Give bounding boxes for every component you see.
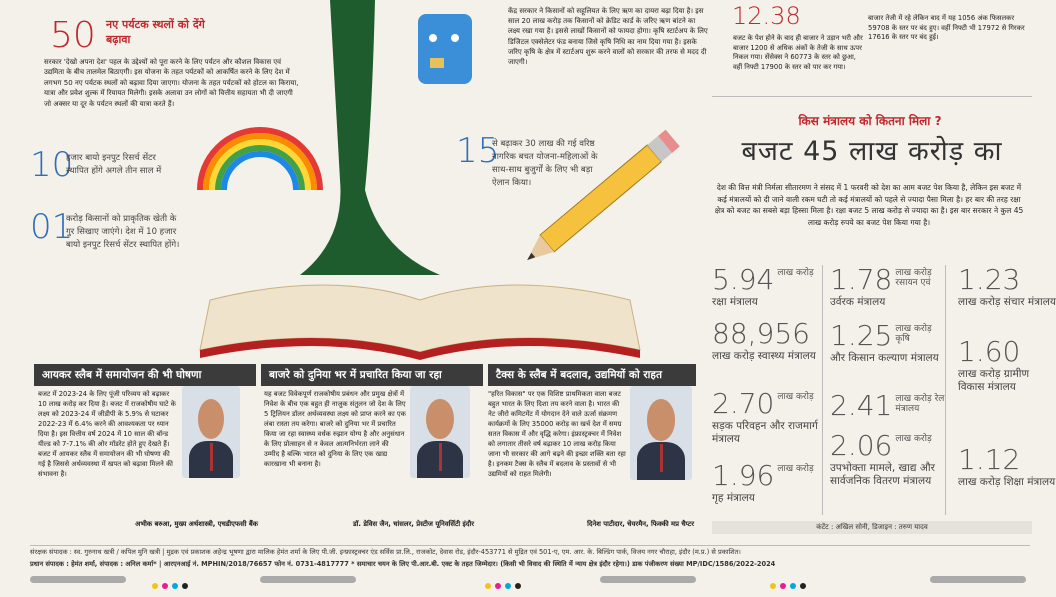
farmer-number: 01 — [30, 207, 74, 247]
budget-title: बजट 45 लाख करोड़ का — [741, 136, 1003, 167]
stat-value: 1.23 — [958, 263, 1021, 296]
avatar — [630, 386, 692, 480]
credit: कंटेंट : अखिल सोनी, डिजाइन : तरुण यादव — [712, 521, 1032, 534]
tourism-headline: नए पर्यटक स्थलों को देंगे बढ़ावा — [106, 18, 205, 46]
stat-unit: लाख करोड़ — [777, 268, 814, 278]
print-mark — [30, 576, 126, 583]
article-1-byline: अभीक बरुआ, मुख्य अर्थशास्त्री, एचडीएफसी बैंक — [135, 520, 258, 528]
farmer-credit-body: केंद्र सरकार ने किसानों को सहूलियत के लिए ऋण का दायरा बढ़ा दिया है। इस साल 20 लाख करोड़ तक किसानों को क्रेडिट कार्ड के जरिए ऋण बांटने का लक्ष्य रखा गया है। इससे लाखों किसानों को फायदा होगा। कृषि स्टार्टअप के लिए डिजिटल एक्सेलेटर फंड बनाया जिसे कृषि निधि का नाम दिया गया है। इसके जरिए कृषि के क्षेत्र में स्टार्टअप शुरू करने वालों को सरकार की तरफ से मदद दी जाएगी। — [508, 7, 708, 67]
registration-dots — [485, 574, 525, 593]
tourism-number: 50 — [50, 15, 96, 56]
budget-tag: किस मंत्रालय को कितना मिला ? — [798, 114, 942, 128]
budget-stat — [958, 263, 1056, 309]
budget-stat — [958, 335, 1056, 394]
article-3-title: टैक्स के स्लैब में बदलाव, उद्यमियों को राहत — [488, 364, 696, 386]
stat-unit: लाख करोड़ रसायन एवं — [895, 268, 932, 288]
stat-ministry: लाख करोड़ संचार मंत्रालय — [958, 296, 1056, 308]
budget-stat — [958, 443, 1056, 489]
stat-ministry: रक्षा मंत्रालय — [712, 296, 758, 308]
registration-dots — [770, 574, 810, 593]
article-2-byline: डॉ. डेविस जैन, चांसलर, प्रेस्टीज यूनिवर्सिटी इंदौर — [352, 520, 474, 528]
budget-stat — [830, 263, 945, 309]
tourism-body: सरकार 'देखो अपना देश' पहल के उद्देश्यों को पूरा करने के लिए पर्यटन और कौशल विकास एवं उद्यमिता के बीच तालमेल बिठाएगी। इस योजना के तहत पर्यटकों को आकर्षित करने के लिए देश में लगभग 50 नए पर्यटक स्थलों को बढ़ावा दिया जाएगा। योजना के तहत पर्यटकों को होटल का किराया, यात्रा और प्रवेश शुल्क में रियायत मिलेगी। इसके अलावा उन लोगों को वित्तीय सहायता भी दी जाएगी जो अक्सर या दूर के पर्यटन स्थलों की यात्रा करते हैं। — [44, 58, 299, 108]
article-2-title: बाजरे को दुनिया भर में प्रचारित किया जा रहा — [261, 364, 483, 386]
budget-stat — [830, 319, 945, 365]
divider — [945, 265, 946, 515]
stat-ministry: लाख करोड़ शिक्षा मंत्रालय — [958, 476, 1056, 488]
market-text-a: बजट के पेश होने के बाद ही बाजार ने उड़ान भरी और बाजार 1200 से अधिक अंकों के तेजी के साथ ऊपर निकल गया। सेंसेक्स ने 60773 के स्तर को छुआ, वहीं निफ्टी 17900 के स्तर को पार कर गया। — [733, 34, 863, 71]
print-mark — [930, 576, 1026, 583]
stat-value: 2.41 — [830, 389, 893, 422]
stat-unit: लाख करोड़ — [895, 434, 932, 444]
article-1-title: आयकर स्लैब में समायोजन की भी घोषणा — [34, 364, 256, 386]
bio-number: 10 — [30, 145, 74, 185]
budget-stat — [712, 263, 814, 309]
stat-value: 1.60 — [958, 335, 1021, 368]
article-1-body: बजट में 2023-24 के लिए पूंजी परिव्यय को बढ़ाकर 10 लाख करोड़ कर दिया है। बजट में राजकोषीय घाटे के लक्ष्य को 2023-24 में जीडीपी के 5.9% से घटाकर 2022-23 में 6.4% करने की आवश्यकता पर ध्यान दिया है। इस वित्तीय वर्ष 2024 में 10 साल की बॉन्ड यील्ड को 7-7.1% की ओर मॉडरेट होते हुए देखते हैं। बजट में आयकर स्लैब में समायोजन की भी घोषणा की गई है जिससे अर्थव्यवस्था में खपत को बढ़ावा मिलने की संभावना है। — [38, 390, 176, 478]
divider — [712, 96, 1032, 97]
divider — [822, 265, 823, 515]
stat-ministry: उपभोक्ता मामले, खाद्य और सार्वजनिक वितरण मंत्रालय — [830, 462, 935, 487]
article-3-body: "हरित विकास" पर एक विशिष्ट प्राथमिकता वाला बजट बहुत भारत के लिए दिशा तय करने वाला है। भारत की नेट जीरो कमिटमेंट में योगदान देने वाले ऊर्जा संक्रमण कार्यक्रमों के लिए 35000 करोड़ का खर्च देश में समग्र सतत विकास में और वृद्धि करेगा। इंफ्रास्ट्रक्चर में निवेश को लगातार तीसरे वर्ष बढ़ाकर 10 लाख करोड़ किया जाना भी सरकार की आगे बढ़ने की इच्छा शक्ति बता रहा है। इनकम टैक्स के स्लैब में बदलाव के प्रस्तावों से भी उद्यमियों को राहत मिलेगी। — [488, 390, 626, 478]
stat-ministry: सड़क परिवहन और राजमार्ग मंत्रालय — [712, 420, 818, 445]
stat-value: 1.25 — [830, 319, 893, 352]
stat-value: 2.70 — [712, 387, 775, 420]
stat-unit: लाख करोड़ कृषि — [895, 324, 932, 344]
stat-value: 88,956 — [712, 317, 810, 350]
stat-ministry: और किसान कल्याण मंत्रालय — [830, 352, 939, 364]
print-mark — [600, 576, 696, 583]
stat-unit: लाख करोड़ रेल मंत्रालय — [895, 394, 945, 414]
budget-stat — [830, 429, 945, 488]
registration-dots — [152, 574, 192, 593]
stat-value: 2.06 — [830, 429, 893, 462]
budget-stat — [830, 389, 945, 422]
farmer-text: करोड़ किसानों को प्राकृतिक खेती के गुर सिखाए जाएंगे। देश में 10 हजार बायो इनपुट रिसर्च सेंटर स्थापित होंगे। — [66, 214, 180, 250]
footer-line-2: प्रधान संपादक : हेमंत शर्मा, संपादक : अनिल कर्मा* | आरएनआई नं. MPHIN/2018/76657 फोन नं. 0731-4817777 * समाचार चयन के लिए पी.आर.बी. एक्ट के तहत जिम्मेदार। (किसी भी विवाद की स्थिति में न्याय क्षेत्र इंदौर रहेगा।) डाक पंजीकरण संख्या MP/IDC/1586/2022-2024 — [30, 560, 776, 568]
divider — [30, 545, 1030, 546]
market-number: 12.38 — [732, 2, 801, 30]
market-text-b: बाजार तेजी में रहे लेकिन बाद में यह 1056 अंक फिसलकर 59708 के स्तर पर बंद हुए। वहीं निफ्टी भी 17972 से गिरकर 17616 के स्तर पर बंद हुई। — [868, 14, 1025, 42]
senior-number: 15 — [456, 131, 500, 171]
stat-value: 5.94 — [712, 263, 775, 296]
avatar — [410, 386, 470, 478]
stat-value: 1.96 — [712, 459, 775, 492]
stat-unit: लाख करोड़ — [777, 392, 814, 402]
budget-stat — [712, 459, 814, 505]
senior-text: से बढ़ाकर 30 लाख की गई वरिष्ठ नागरिक बचत योजना-महिलाओं के साथ-साथ बुजुर्गों के लिए भी बड़ा ऐलान किया। — [492, 139, 598, 188]
footer-line-1: संरक्षक संपादक : स्व. गुरुनाथ खत्री / कपिल मुनि खत्री | मुद्रक एवं प्रकाशक अहेन्द्र भूषणा द्वारा मालिक हेमंत शर्मा के लिए पी.जी. इन्फ्रास्ट्रक्चर एंड सर्विस प्रा.लि., राजकोट, देवास रोड, इंदौर-453771 से मुद्रित एवं 501-ए, एम. आर. के. बिल्डिंग पार्क, विजय नगर चौराहा, इंदौर (म.प्र.) से प्रकाशित। — [30, 548, 741, 556]
budget-stat — [712, 387, 827, 446]
bio-text: हजार बायो इनपुट रिसर्च सेंटर स्थापित होंगे अगले तीन साल में — [66, 153, 162, 176]
stat-value: 1.12 — [958, 443, 1021, 476]
budget-intro: देश की वित्त मंत्री निर्मला सीतारमण ने संसद में 1 फरवरी को देश का आम बजट पेश किया है, लेकिन इस बजट में कई मंत्रालयों को दी जाने वाली रकम घटी तो कई मंत्रालयों को पहले से ज्यादा पैसा मिला है। हर बार की तरह रक्षा क्षेत्र को बजट का सबसे बड़ा हिस्सा मिला है। रक्षा बजट 5 लाख करोड़ से ज्यादा का है। इस बार सरकार ने कुल 45 लाख करोड़ रुपये का बजट पेश किया गया है। — [714, 183, 1024, 227]
print-mark — [260, 576, 356, 583]
stat-ministry: लाख करोड़ ग्रामीण विकास मंत्रालय — [958, 368, 1030, 393]
stat-value: 1.78 — [830, 263, 893, 296]
budget-stat — [712, 317, 816, 363]
article-3-byline: दिनेश पाटीदार, चेयरमैन, फिक्की मप्र चैप्टर — [587, 520, 694, 528]
stat-ministry: उर्वरक मंत्रालय — [830, 296, 886, 308]
stat-ministry: लाख करोड़ स्वास्थ्य मंत्रालय — [712, 350, 816, 362]
stat-ministry: गृह मंत्रालय — [712, 492, 755, 504]
stat-unit: लाख करोड़ — [777, 464, 814, 474]
avatar — [182, 386, 240, 478]
article-2-body: यह बजट विवेकपूर्ण राजकोषीय प्रबंधन और प्रमुख क्षेत्रों में निवेश के बीच एक बहुत ही नाजुक संतुलन जो देश के लिए 5 ट्रिलियन डॉलर अर्थव्यवस्था लक्ष्य को प्राप्त करने का एक लंबा रास्ता तय करेगा। बाजरे को दुनिया भर में प्रचारित किया जा रहा स्वास्थ्य वर्धक रुझान योग्य है और अनुसंधान के लिए प्रोत्साहन से न केवल आत्मनिर्भरता लाने की उम्मीद है बल्कि भारत को दुनिया के लिए एक खाद्य कारखाना भी बनाना है। — [264, 390, 406, 468]
